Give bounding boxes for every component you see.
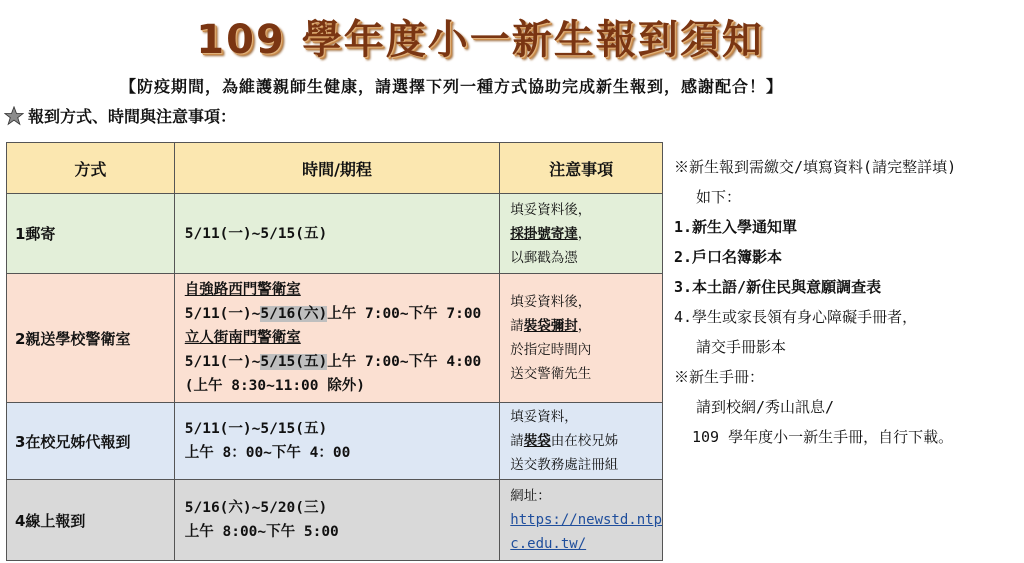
note-line: 填妥資料， [510,409,578,425]
time-start: 5/11(一)~ [184,354,261,370]
time-text: 5/11(一)~5/15(五) [184,225,328,242]
note-suffix: 由在校兄姊 [550,433,619,449]
time-cell [174,274,500,403]
notes-cell [500,403,663,480]
table-row-sibling [7,403,663,480]
link-line [510,508,662,532]
side-item: 3.本土語/新住民與意願調查表 [674,278,882,296]
subheading-text: 報到方式、時間與注意事項： [28,107,237,126]
registration-table [6,142,663,561]
time-line: 上午 8:00~下午 5:00 [184,524,339,540]
time-hours: 上午 7:00~下午 4:00 [327,354,482,370]
table-row-online [7,480,663,561]
note-emphasis: 採掛號寄達 [510,225,578,242]
subheading [4,104,236,127]
time-exception: (上午 8:30~11:00 除外) [184,378,365,394]
time-cell [174,480,500,561]
side-manual-line: 109 學年度小一新生手冊，自行下載。 [692,428,954,446]
time-end: 5/15(五) [260,354,328,370]
time-line: 上午 8：00~下午 4：00 [184,445,351,461]
location-name: 立人街南門警衛室 [184,330,301,346]
note-line [510,222,662,246]
note-emphasis: 裝袋彌封 [523,318,578,334]
side-manual-line: 請到校網/秀山訊息/ [696,398,835,416]
header-method: 方式 [7,143,175,194]
star-icon [4,106,24,126]
notice-text: 【防疫期間，為維護親師生健康，請選擇下列一種方式協助完成新生報到，感謝配合！】 [120,77,784,96]
note-line: 網址： [510,488,551,504]
notes-cell [500,480,663,561]
header-notes: 注意事項 [500,143,663,194]
note-prefix: 請 [510,433,524,449]
note-emphasis: 裝袋 [523,433,551,449]
time-line: 5/16(六)~5/20(三) [184,500,328,516]
side-intro: ※新生報到需繳交/填寫資料(請完整詳填) [674,158,957,176]
notes-cell [500,194,663,274]
table-row-mail [7,194,663,274]
note-line: 送交警衛先生 [510,366,592,382]
registration-link-cont[interactable]: c.edu.tw/ [510,536,587,552]
time-hours: 上午 7:00~下午 7:00 [327,306,482,322]
notes-cell [500,274,663,403]
method-cell: 1郵寄 [7,194,175,274]
registration-link[interactable]: https://newstd.ntp [510,512,662,528]
header-time: 時間/期程 [174,143,500,194]
table-header-row [7,143,663,194]
method-cell: 4線上報到 [7,480,175,561]
side-item: 4.學生或家長領有身心障礙手冊者， [674,308,918,326]
note-line: 填妥資料後， [510,201,592,218]
note-line: 送交教務處註冊組 [510,457,619,473]
location-name: 自強路西門警衛室 [184,282,301,298]
note-line [510,314,662,338]
link-line [510,532,662,556]
side-item: 1.新生入學通知單 [674,218,798,236]
time-line: 5/11(一)~5/15(五) [184,421,328,437]
side-item: 2.戶口名簿影本 [674,248,783,266]
side-item-cont: 請交手冊影本 [696,338,787,356]
time-cell [174,403,500,480]
note-line: 填妥資料後， [510,294,592,310]
note-line [510,429,662,453]
note-suffix: ， [577,318,592,334]
method-cell: 3在校兄姊代報到 [7,403,175,480]
note-suffix: ， [577,225,592,242]
note-prefix: 請 [510,318,524,334]
method-cell: 2親送學校警衛室 [7,274,175,403]
time-cell [174,194,500,274]
side-intro-cont: 如下： [696,188,742,206]
side-notes [674,152,1019,452]
time-start: 5/11(一)~ [184,306,261,322]
time-line [185,302,500,326]
time-end: 5/16(六) [260,306,328,322]
time-line [185,350,500,374]
note-line: 以郵戳為憑 [510,249,578,266]
side-manual: ※新生手冊： [674,368,765,386]
page-title: 109 學年度小一新生報到須知 [196,17,764,63]
note-line: 於指定時間內 [510,342,592,358]
table-row-deliver [7,274,663,403]
